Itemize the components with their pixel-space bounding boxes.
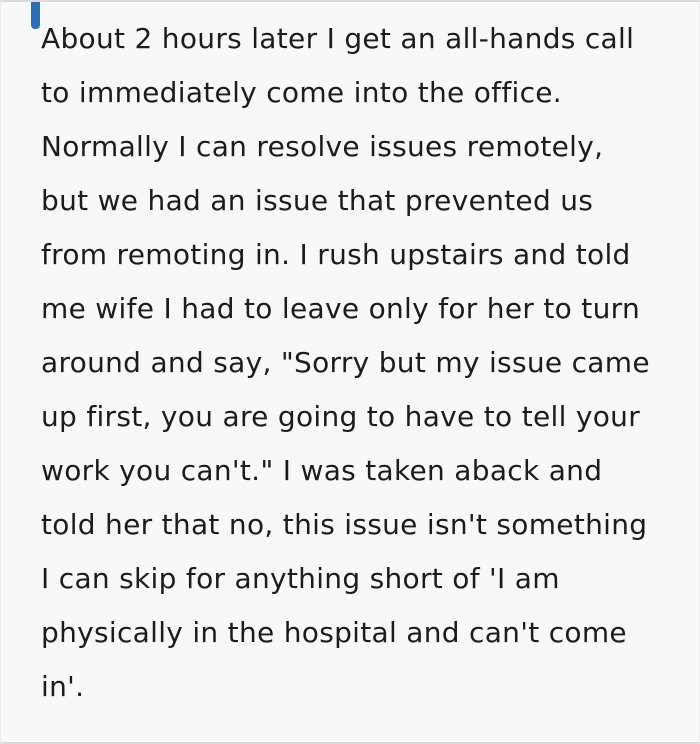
text-line: up first, you are going to have to tell your <box>41 400 641 433</box>
text-line: About 2 hours later I get an all-hands call <box>41 22 635 55</box>
text-line: work you can't." I was taken aback and <box>41 454 603 487</box>
quote-accent-bar <box>31 2 40 29</box>
text-line: to immediately come into the office. <box>41 76 562 109</box>
story-paragraph <box>41 12 671 714</box>
text-line: around and say, "Sorry but my issue came <box>41 346 650 379</box>
text-line: from remoting in. I rush upstairs and told <box>41 238 631 271</box>
text-line: physically in the hospital and can't come <box>41 616 627 649</box>
text-line: Normally I can resolve issues remotely, <box>41 130 604 163</box>
text-line: but we had an issue that prevented us <box>41 184 594 217</box>
text-line: in'. <box>41 670 85 703</box>
text-line: me wife I had to leave only for her to turn <box>41 292 640 325</box>
text-line: told her that no, this issue isn't something <box>41 508 648 541</box>
text-line: I can skip for anything short of 'I am <box>41 562 560 595</box>
